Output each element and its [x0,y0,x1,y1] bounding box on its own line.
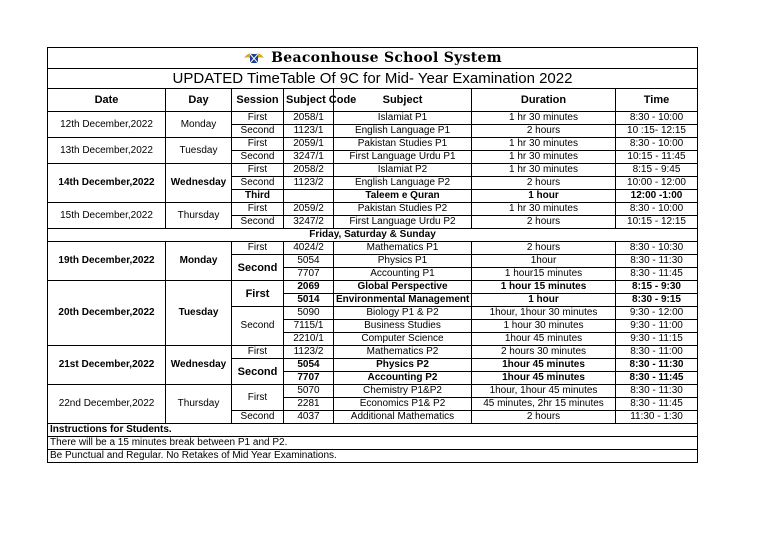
time-cell: 10 :15- 12:15 [616,125,698,138]
session-cell: Second [232,411,284,424]
table-row [48,203,698,216]
subject-code-cell: 4024/2 [284,242,334,255]
instruction-line: Be Punctual and Regular. No Retakes of Mid Year Examinations. [48,450,698,463]
duration-cell: 2 hours 30 minutes [472,346,616,359]
time-cell: 9:30 - 11:00 [616,320,698,333]
subject-cell: Accounting P1 [334,268,472,281]
day-cell: Monday [166,242,232,281]
time-cell: 8:15 - 9:30 [616,281,698,294]
table-row [48,346,698,359]
duration-cell: 2 hours [472,242,616,255]
col-header-time: Time [616,89,698,112]
day-cell: Tuesday [166,281,232,346]
time-cell: 8:30 - 11:45 [616,268,698,281]
duration-cell: 1 hour 15 minutes [472,281,616,294]
subject-code-cell: 5090 [284,307,334,320]
weekend-row [48,229,698,242]
session-cell: Third [232,190,284,203]
subject-cell: Islamiat P2 [334,164,472,177]
session-cell: First [232,385,284,411]
duration-cell: 1hour, 1hour 45 minutes [472,385,616,398]
session-cell: First [232,346,284,359]
session-cell: Second [232,359,284,385]
subject-code-cell: 7707 [284,372,334,385]
subject-code-cell: 4037 [284,411,334,424]
subject-cell: Physics P1 [334,255,472,268]
session-cell: Second [232,125,284,138]
duration-cell: 45 minutes, 2hr 15 minutes [472,398,616,411]
date-cell: 20th December,2022 [48,281,166,346]
time-cell: 11:30 - 1:30 [616,411,698,424]
session-cell: First [232,242,284,255]
subject-code-cell: 5070 [284,385,334,398]
time-cell: 8:30 - 9:15 [616,294,698,307]
day-cell: Tuesday [166,138,232,164]
col-header-date: Date [48,89,166,112]
date-cell: 22nd December,2022 [48,385,166,424]
time-cell: 12:00 -1:00 [616,190,698,203]
duration-cell: 1 hr 30 minutes [472,164,616,177]
table-row [48,112,698,125]
subject-code-cell: 2210/1 [284,333,334,346]
session-cell: Second [232,177,284,190]
time-cell: 10:15 - 11:45 [616,151,698,164]
date-cell: 12th December,2022 [48,112,166,138]
subject-code-cell: 1123/1 [284,125,334,138]
subject-cell: English Language P2 [334,177,472,190]
subject-code-cell: 7707 [284,268,334,281]
subject-code-cell: 2069 [284,281,334,294]
subject-code-cell: 2059/2 [284,203,334,216]
table-row [48,385,698,398]
time-cell: 10:15 - 12:15 [616,216,698,229]
duration-cell: 1hour, 1hour 30 minutes [472,307,616,320]
subject-cell: Economics P1& P2 [334,398,472,411]
duration-cell: 1hour [472,255,616,268]
subject-cell: Mathematics P2 [334,346,472,359]
subject-code-cell: 2281 [284,398,334,411]
duration-cell: 1 hr 30 minutes [472,112,616,125]
subject-cell: Islamiat P1 [334,112,472,125]
time-cell: 8:30 - 10:00 [616,138,698,151]
duration-cell: 1hour 45 minutes [472,333,616,346]
subject-code-cell: 5014 [284,294,334,307]
table-row [48,138,698,151]
time-cell: 8:30 - 10:00 [616,203,698,216]
subject-cell: Pakistan Studies P1 [334,138,472,151]
day-cell: Wednesday [166,346,232,385]
duration-cell: 2 hours [472,216,616,229]
time-cell: 8:30 - 11:45 [616,372,698,385]
subject-cell: Computer Science [334,333,472,346]
subject-code-cell: 3247/2 [284,216,334,229]
subject-code-cell: 1123/2 [284,177,334,190]
subject-code-cell: 5054 [284,359,334,372]
duration-cell: 2 hours [472,177,616,190]
table-row [48,242,698,255]
date-cell: 15th December,2022 [48,203,166,229]
session-cell: Second [232,307,284,346]
table-row [48,281,698,294]
subject-code-cell: 3247/1 [284,151,334,164]
session-cell: First [232,112,284,125]
subject-code-cell: 2058/1 [284,112,334,125]
subject-cell: Physics P2 [334,359,472,372]
subject-cell: Pakistan Studies P2 [334,203,472,216]
day-cell: Wednesday [166,164,232,203]
date-cell: 14th December,2022 [48,164,166,203]
subject-cell: First Language Urdu P1 [334,151,472,164]
subject-cell: Global Perspective [334,281,472,294]
session-cell: Second [232,216,284,229]
duration-cell: 2 hours [472,411,616,424]
school-header [48,48,698,69]
instructions-heading-row [48,424,698,437]
session-cell: First [232,203,284,216]
col-header-day: Day [166,89,232,112]
subject-cell: Taleem e Quran [334,190,472,203]
duration-cell: 1 hour 30 minutes [472,320,616,333]
subject-cell: Chemistry P1&P2 [334,385,472,398]
duration-cell: 1 hour [472,190,616,203]
subject-code-cell [284,190,334,203]
col-header-duration: Duration [472,89,616,112]
instruction-line: There will be a 15 minutes break between P1 and P2. [48,437,698,450]
school-name: Beaconhouse School System [271,50,502,66]
subject-code-cell: 2058/2 [284,164,334,177]
time-cell: 9:30 - 12:00 [616,307,698,320]
timetable-sheet [47,47,697,463]
subject-cell: Environmental Management [334,294,472,307]
duration-cell: 1 hr 30 minutes [472,203,616,216]
session-cell: First [232,281,284,307]
time-cell: 8:30 - 11:30 [616,359,698,372]
day-cell: Thursday [166,203,232,229]
time-cell: 8:30 - 11:30 [616,255,698,268]
subject-cell: English Language P1 [334,125,472,138]
date-cell: 19th December,2022 [48,242,166,281]
time-cell: 8:30 - 11:00 [616,346,698,359]
duration-cell: 2 hours [472,125,616,138]
day-cell: Monday [166,112,232,138]
subject-cell: First Language Urdu P2 [334,216,472,229]
session-cell: Second [232,151,284,164]
subject-code-cell: 2059/1 [284,138,334,151]
duration-cell: 1 hour [472,294,616,307]
col-header-subject: Subject [334,89,472,112]
timetable [47,47,698,463]
duration-cell: 1 hr 30 minutes [472,138,616,151]
page-title: UPDATED TimeTable Of 9C for Mid- Year Examination 2022 [48,69,698,89]
time-cell: 8:30 - 10:30 [616,242,698,255]
duration-cell: 1hour 45 minutes [472,372,616,385]
time-cell: 9:30 - 11:15 [616,333,698,346]
time-cell: 8:15 - 9:45 [616,164,698,177]
time-cell: 8:30 - 10:00 [616,112,698,125]
session-cell: First [232,164,284,177]
subject-cell: Additional Mathematics [334,411,472,424]
duration-cell: 1 hr 30 minutes [472,151,616,164]
school-crest-icon [243,51,265,65]
duration-cell: 1 hour15 minutes [472,268,616,281]
duration-cell: 1hour 45 minutes [472,359,616,372]
instruction-row [48,437,698,450]
session-cell: First [232,138,284,151]
time-cell: 10:00 - 12:00 [616,177,698,190]
subject-code-cell: 7115/1 [284,320,334,333]
subject-cell: Business Studies [334,320,472,333]
subject-cell: Accounting P2 [334,372,472,385]
time-cell: 8:30 - 11:30 [616,385,698,398]
instructions-heading: Instructions for Students. [48,424,698,437]
subject-code-cell: 5054 [284,255,334,268]
day-cell: Thursday [166,385,232,424]
session-cell: Second [232,255,284,281]
date-cell: 13th December,2022 [48,138,166,164]
date-cell: 21st December,2022 [48,346,166,385]
subject-cell: Mathematics P1 [334,242,472,255]
subject-code-cell: 1123/2 [284,346,334,359]
col-header-session: Session [232,89,284,112]
col-header-subject-code: Subject Code [284,89,334,112]
weekend-label: Friday, Saturday & Sunday [48,229,698,242]
subject-cell: Biology P1 & P2 [334,307,472,320]
time-cell: 8:30 - 11:45 [616,398,698,411]
header-row [48,89,698,112]
table-row [48,164,698,177]
instruction-row [48,450,698,463]
